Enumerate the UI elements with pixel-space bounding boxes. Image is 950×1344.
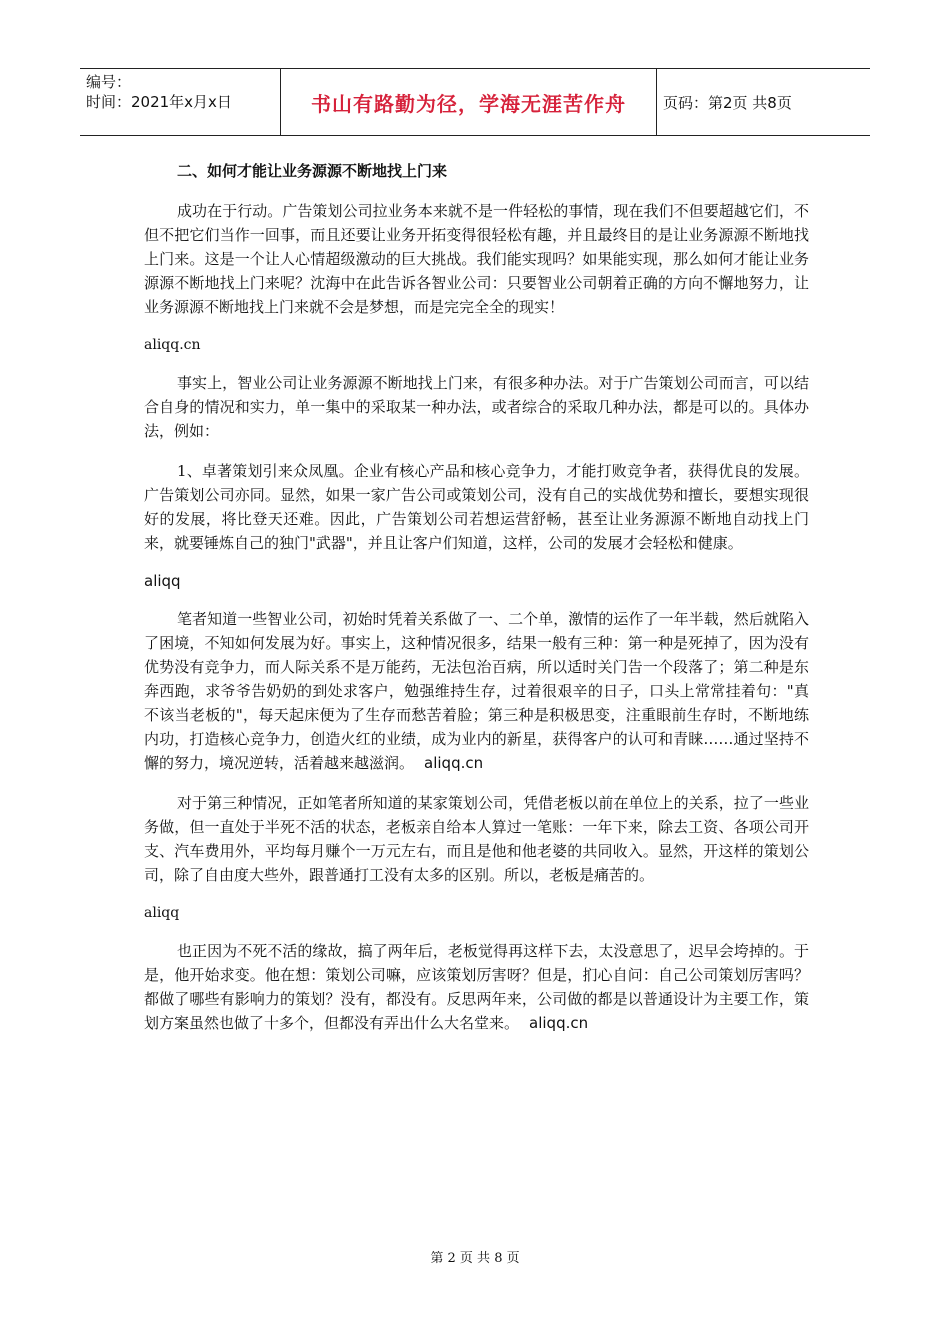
watermark-text-1: aliqq.cn xyxy=(144,337,201,353)
header-motto: 书山有路勤为径，学海无涯苦作舟 xyxy=(311,91,626,116)
paragraph-4 xyxy=(144,607,809,775)
header-middle-cell xyxy=(281,69,657,135)
paragraph-6-text: 也正因为不死不活的缘故，搞了两年后，老板觉得再这样下去，太没意思了，迟早会垮掉的。于是，他开始求变。他在想：策划公司嘛，应该策划厉害呀？但是，扪心自问：自己公司策划厉害吗？都做了哪些有影响力的策划？没有，都没有。反思两年来，公司做的都是以普通设计为主要工作，策划方案虽然也做了十多个，但都没有弄出什么大名堂来。 xyxy=(144,942,809,1032)
watermark-text-3: aliqq.cn xyxy=(424,754,484,772)
header-left-cell xyxy=(80,69,281,135)
paragraph-1: 成功在于行动。广告策划公司拉业务本来就不是一件轻松的事情，现在我们不但要超越它们，不但不把它们当作一回事，而且还要让业务开拓变得很轻松有趣，并且最终目的是让业务源源不断地找上门来。这是一个让人心情超级激动的巨大挑战。我们能实现吗？如果能实现，那么如何才能让业务源源不断地找上门来呢？沈海中在此告诉各智业公司：只要智业公司朝着正确的方向不懈地努力，让业务源源不断地找上门来就不会是梦想，而是完完全全的现实！ xyxy=(144,202,809,316)
watermark-text-4: aliqq xyxy=(144,905,180,921)
paragraph-2: 事实上，智业公司让业务源源不断地找上门来，有很多种办法。对于广告策划公司而言，可以结合自身的情况和实力，单一集中的采取某一种办法，或者综合的采取几种办法，都是可以的。具体办法，例如： xyxy=(144,374,809,440)
watermark-text-5: aliqq.cn xyxy=(529,1014,589,1032)
section-heading: 二、如何才能让业务源源不断地找上门来 xyxy=(177,162,448,180)
header-right-cell xyxy=(657,69,870,135)
page-footer: 第 2 页 共 8 页 xyxy=(430,1251,520,1266)
page-header-table xyxy=(80,68,870,136)
paragraph-3: 1、卓著策划引来众凤凰。企业有核心产品和核心竞争力，才能打败竞争者，获得优良的发展。广告策划公司亦同。显然，如果一家广告公司或策划公司，没有自己的实战优势和擅长，要想实现很好的发展，将比登天还难。因此，广告策划公司若想运营舒畅，甚至让业务源源不断地自动找上门来，就要锤炼自己的独门"武器"，并且让客户们知道，这样，公司的发展才会轻松和健康。 xyxy=(144,462,809,552)
watermark-text-2: aliqq xyxy=(144,572,181,590)
number-label: 编号： xyxy=(86,73,132,91)
page-info: 页码：第2页 共8页 xyxy=(663,93,792,112)
paragraph-5: 对于第三种情况，正如笔者所知道的某家策划公司，凭借老板以前在单位上的关系，拉了一些业务做，但一直处于半死不活的状态，老板亲自给本人算过一笔账：一年下来，除去工资、各项公司开支、汽车费用外，平均每月赚个一万元左右，而且是他和他老婆的共同收入。显然，开这样的策划公司，除了自由度大些外，跟普通打工没有太多的区别。所以，老板是痛苦的。 xyxy=(144,794,809,884)
date-label: 时间：2021年x月x日 xyxy=(86,93,232,111)
paragraph-6 xyxy=(144,939,809,1035)
paragraph-4-text: 笔者知道一些智业公司，初始时凭着关系做了一、二个单，激情的运作了一年半载，然后就陷入了困境，不知如何发展为好。事实上，这种情况很多，结果一般有三种：第一种是死掉了，因为没有优势没有竞争力，而人际关系不是万能药，无法包治百病，所以适时关门告一个段落了；第二种是东奔西跑，求爷爷告奶奶的到处求客户，勉强维持生存，过着很艰辛的日子，口头上常常挂着句："真不该当老板的"，每天起床便为了生存而愁苦着脸；第三种是积极思变，注重眼前生存时，不断地练内功，打造核心竞争力，创造火红的业绩，成为业内的新星，获得客户的认可和青睐……通过坚持不懈的努力，境况逆转，活着越来越滋润。 xyxy=(144,610,809,772)
document-body xyxy=(144,160,809,1051)
